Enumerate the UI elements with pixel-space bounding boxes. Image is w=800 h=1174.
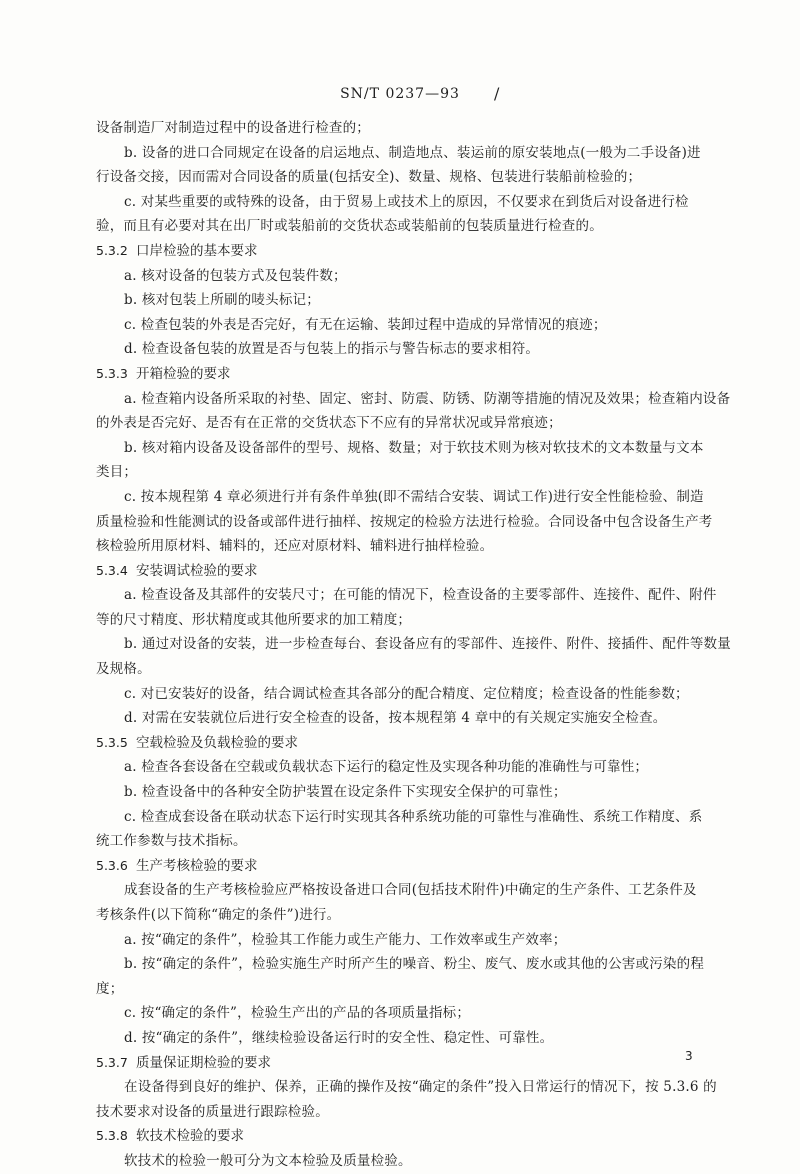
list-item-a: a. 核对设备的包装方式及包装件数；	[124, 267, 347, 284]
section-heading-5-3-3	[96, 362, 708, 387]
list-item-b: b. 按“确定的条件”，检验实施生产时所产生的噪音、粉尘、废气、废水或其他的公害或污染的程	[124, 956, 705, 973]
section-heading-5-3-8	[96, 1124, 708, 1149]
paragraph-line: 类目；	[96, 464, 138, 481]
section-number: 5.3.5	[96, 734, 128, 750]
paragraph-line: 及规格。	[96, 661, 151, 678]
list-item-b: b. 核对包装上所刷的唛头标记；	[124, 292, 320, 309]
paragraph-line: 的外表是否完好、是否有在正常的交货状态下不应有的异常状况或异常痕迹；	[96, 415, 562, 432]
document-body	[96, 116, 731, 1174]
section-number: 5.3.6	[96, 857, 128, 873]
list-item-c: c. 按“确定的条件”，检验生产出的产品的各项质量指标；	[124, 1005, 471, 1022]
list-item-c: c. 按本规程第 4 章必须进行并有条件单独(即不需结合安装、调试工作)进行安全性能检验、制造	[124, 488, 704, 505]
section-title: 生产考核检验的要求	[136, 857, 258, 874]
list-item-b: b. 检查设备中的各种安全防护装置在设定条件下实现安全保护的可靠性；	[124, 784, 567, 801]
section-number: 5.3.8	[96, 1128, 128, 1144]
section-title: 质量保证期检验的要求	[136, 1054, 271, 1071]
paragraph-line: 行设备交接，因而需对合同设备的质量(包括安全)、数量、规格、包装进行装船前检验的；	[96, 169, 642, 186]
paragraph-line: 等的尺寸精度、形状精度或其他所要求的加工精度；	[96, 611, 412, 628]
standard-id-header: SN/T 0237—93	[340, 86, 460, 102]
list-item-b: b. 通过对设备的安装，进一步检查每台、套设备应有的零部件、连接件、附件、接插件、配件等数量	[124, 636, 731, 653]
section-heading-5-3-6	[96, 854, 708, 879]
section-heading-5-3-7	[96, 1051, 708, 1076]
section-heading-5-3-2	[96, 239, 708, 264]
section-number: 5.3.7	[96, 1054, 128, 1070]
paragraph-line: 核检验所用原材料、辅料的，还应对原材料、辅料进行抽样检验。	[96, 538, 494, 555]
list-item-d: d. 对需在安装就位后进行安全检查的设备，按本规程第 4 章中的有关规定实施安全检查。	[124, 710, 667, 727]
section-title: 口岸检验的基本要求	[136, 242, 258, 259]
section-heading-5-3-5	[96, 731, 708, 756]
list-item-c: c. 检查成套设备在联动状态下运行时实现其各种系统功能的可靠性与准确性、系统工作精度、系	[124, 808, 703, 825]
section-number: 5.3.4	[96, 562, 128, 578]
list-item-a: a. 检查各套设备在空载或负载状态下运行的稳定性及实现各种功能的准确性与可靠性；	[124, 759, 649, 776]
paragraph-line: 在设备得到良好的维护、保养，正确的操作及按“确定的条件”投入日常运行的情况下，按 5.3.6 的	[124, 1079, 717, 1096]
paragraph-line: 设备制造厂对制造过程中的设备进行检查的；	[96, 120, 370, 136]
section-number: 5.3.2	[96, 242, 128, 258]
list-item-c: c. 检查包装的外表是否完好，有无在运输、装卸过程中造成的异常情况的痕迹；	[124, 316, 607, 333]
list-item-d: d. 检查设备包装的放置是否与包装上的指示与警告标志的要求相符。	[124, 341, 540, 358]
list-item-c: c. 对已安装好的设备，结合调试检查其各部分的配合精度、定位精度；检查设备的性能参数；	[124, 685, 689, 702]
list-item-b: b. 核对箱内设备及设备部件的型号、规格、数量；对于软技术则为核对软技术的文本数量与文本	[124, 439, 704, 456]
section-number: 5.3.3	[96, 365, 128, 381]
paragraph-line: 考核条件(以下简称“确定的条件”)进行。	[96, 907, 341, 923]
page-number: 3	[685, 1049, 693, 1063]
paragraph-line: 软技术的检验一般可分为文本检验及质量检验。	[124, 1152, 412, 1169]
paragraph-line: 成套设备的生产考核检验应严格按设备进口合同(包括技术附件)中确定的生产条件、工艺条件及	[124, 882, 697, 899]
list-item-a: a. 检查设备及其部件的安装尺寸；在可能的情况下，检查设备的主要零部件、连接件、配件、附件	[124, 587, 717, 604]
header-pen-mark: /	[494, 84, 500, 103]
list-item-a: a. 检查箱内设备所采取的衬垫、固定、密封、防震、防锈、防潮等措施的情况及效果；检查箱内设备	[124, 390, 731, 407]
list-item-c: c. 对某些重要的或特殊的设备，由于贸易上或技术上的原因，不仅要求在到货后对设备进行检	[124, 193, 689, 210]
list-item-b: b. 设备的进口合同规定在设备的启运地点、制造地点、装运前的原安装地点(一般为二手设备)进	[124, 144, 701, 161]
section-title: 开箱检验的要求	[136, 365, 231, 382]
paragraph-line: 质量检验和性能测试的设备或部件进行抽样、按规定的检验方法进行检验。合同设备中包含设备生产考	[96, 513, 713, 530]
section-heading-5-3-4	[96, 559, 708, 584]
section-title: 空载检验及负载检验的要求	[136, 734, 298, 751]
paragraph-line: 验，而且有必要对其在出厂时或装船前的交货状态或装船前的包装质量进行检查的。	[96, 218, 603, 235]
section-title: 软技术检验的要求	[136, 1128, 244, 1145]
paragraph-line: 技术要求对设备的质量进行跟踪检验。	[96, 1103, 329, 1120]
paragraph-line: 度；	[96, 980, 124, 997]
list-item-d: d. 按“确定的条件”，继续检验设备运行时的安全性、稳定性、可靠性。	[124, 1029, 554, 1046]
section-title: 安装调试检验的要求	[136, 562, 258, 579]
list-item-a: a. 按“确定的条件”，检验其工作能力或生产能力、工作效率或生产效率；	[124, 931, 567, 948]
paragraph-line: 统工作参数与技术指标。	[96, 833, 247, 850]
